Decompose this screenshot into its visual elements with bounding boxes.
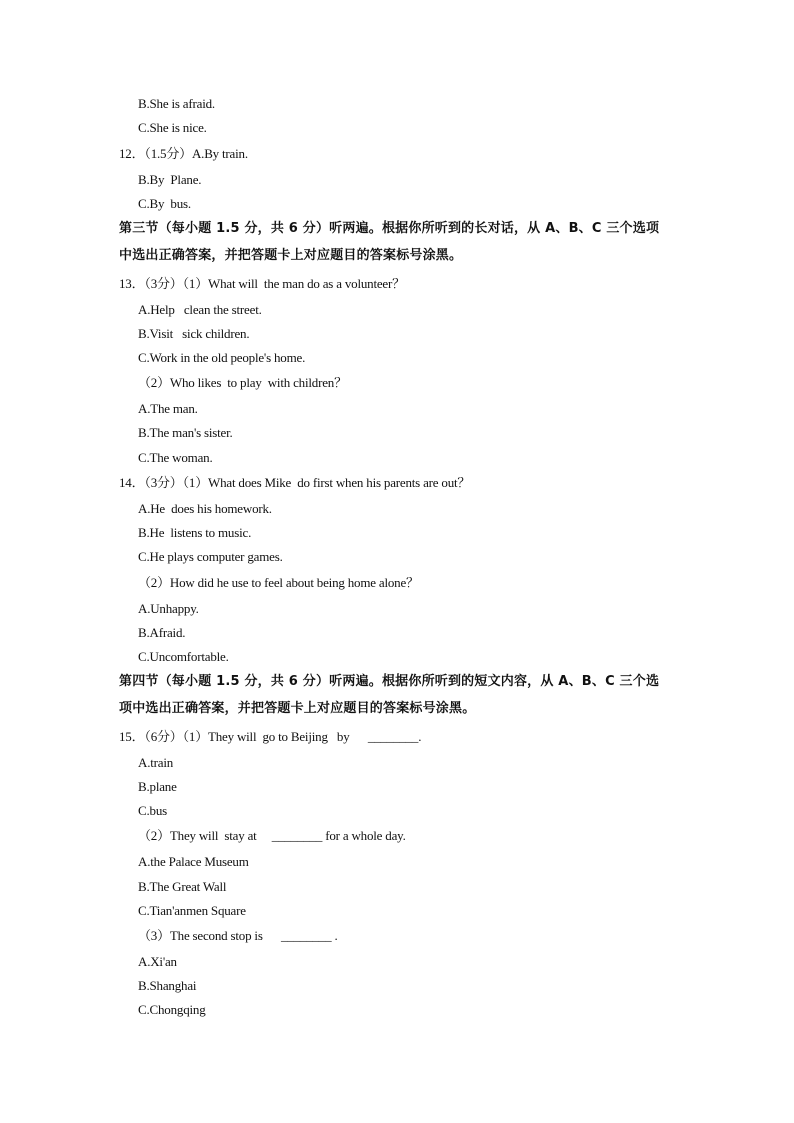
q14-part1-option-c: C.He plays computer games. <box>138 549 283 564</box>
q11-option-c: C.She is nice. <box>138 120 207 135</box>
q13-part2-option-b: B.The man's sister. <box>138 425 233 440</box>
q13-stem: 13．（3分）（1）What will the man do as a volunteer？ <box>119 276 405 291</box>
section4-instructions-line1: 第四节（每小题 1.5 分，共 6 分）听两遍。根据你所听到的短文内容，从 A、B、C 三个选 <box>119 674 660 689</box>
q15-part1-option-c: C.bus <box>138 803 167 818</box>
q15-stem: 15．（6分）（1）They will go to Beijing by ________. <box>119 729 422 744</box>
q15-part3-stem: （3）The second stop is ________ . <box>138 928 338 943</box>
q15-part2-option-a: A.the Palace Museum <box>138 854 249 869</box>
section3-instructions-line2: 中选出正确答案，并把答题卡上对应题目的答案标号涂黑。 <box>119 248 463 263</box>
q14-part1-option-a: A.He does his homework. <box>138 501 272 516</box>
q14-part2-stem: （2）How did he use to feel about being home alone？ <box>138 575 419 590</box>
q12-option-c: C.By bus. <box>138 196 191 211</box>
q15-part1-option-a: A.train <box>138 755 174 770</box>
q12-stem: 12．（1.5分）A.By train. <box>119 146 248 161</box>
q13-part1-option-a: A.Help clean the street. <box>138 302 262 317</box>
q14-part2-option-a: A.Unhappy. <box>138 601 199 616</box>
q13-part1-option-c: C.Work in the old people's home. <box>138 350 306 365</box>
q11-option-b: B.She is afraid. <box>138 96 215 111</box>
q13-part2-stem: （2）Who likes to play with children？ <box>138 375 347 390</box>
q15-part3-option-c: C.Chongqing <box>138 1002 206 1017</box>
q15-part3-option-b: B.Shanghai <box>138 978 197 993</box>
q13-part2-option-a: A.The man. <box>138 401 198 416</box>
q14-stem: 14．（3分）（1）What does Mike do first when his parents are out？ <box>119 475 471 490</box>
q14-part2-option-c: C.Uncomfortable. <box>138 649 229 664</box>
q14-part1-option-b: B.He listens to music. <box>138 525 252 540</box>
q15-part1-option-b: B.plane <box>138 779 177 794</box>
section3-instructions-line1: 第三节（每小题 1.5 分，共 6 分）听两遍。根据你所听到的长对话，从 A、B、C 三个选项 <box>119 221 660 236</box>
q14-part2-option-b: B.Afraid. <box>138 625 186 640</box>
q15-part2-stem: （2）They will stay at ________ for a whole day. <box>138 828 406 843</box>
q15-part2-option-b: B.The Great Wall <box>138 879 227 894</box>
q13-part2-option-c: C.The woman. <box>138 450 213 465</box>
q12-option-b: B.By Plane. <box>138 172 202 187</box>
q15-part2-option-c: C.Tian'anmen Square <box>138 903 246 918</box>
q15-part3-option-a: A.Xi'an <box>138 954 177 969</box>
section4-instructions-line2: 项中选出正确答案，并把答题卡上对应题目的答案标号涂黑。 <box>119 701 476 716</box>
q13-part1-option-b: B.Visit sick children. <box>138 326 250 341</box>
